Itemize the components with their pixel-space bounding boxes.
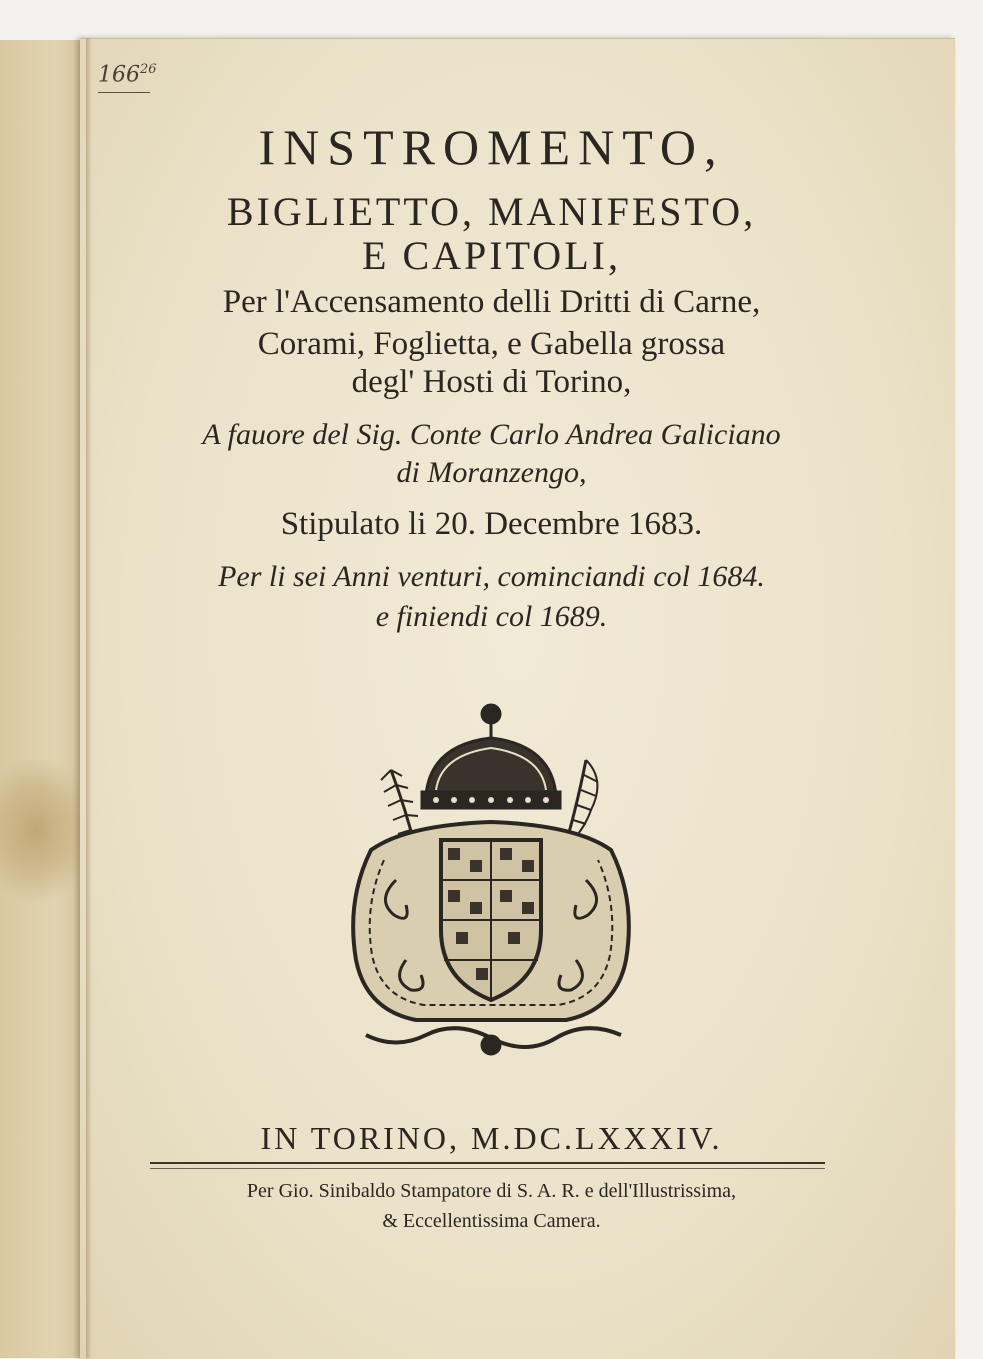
period-line-1: Per li sei Anni venturi, cominciandi col 1684. xyxy=(218,560,765,593)
handwritten-shelfmark xyxy=(98,62,157,87)
stipulation-date: Stipulato li 20. Decembre 1683. xyxy=(280,506,703,542)
body-line-1: Per l'Accensamento delli Dritti di Carne, xyxy=(222,284,761,320)
printer-line-1: Per Gio. Sinibaldo Stampatore di S. A. R. e dell'Illustrissima, xyxy=(246,1180,737,1202)
body-line-2: Corami, Foglietta, e Gabella grossa xyxy=(257,326,726,362)
favor-line-2: di Moranzengo, xyxy=(396,456,587,489)
printer-line-2: & Eccellentissima Camera. xyxy=(382,1210,601,1232)
imprint-rule xyxy=(150,1162,825,1164)
imprint-line: IN TORINO, M.DC.LXXXIV. xyxy=(260,1120,723,1156)
shelfmark-superscript: 26 xyxy=(140,62,157,77)
crowned-coat-of-arms-icon xyxy=(336,700,646,1070)
shelfmark-underline xyxy=(98,92,150,93)
water-stain xyxy=(0,760,90,900)
imprint-rule-thin xyxy=(150,1168,825,1169)
title-subtitle-1: BIGLIETTO, MANIFESTO, xyxy=(226,189,757,234)
period-line-2: e finiendi col 1689. xyxy=(375,600,608,633)
shelfmark-number: 166 xyxy=(98,62,140,88)
body-line-3: degl' Hosti di Torino, xyxy=(351,364,632,400)
title-main: INSTROMENTO, xyxy=(258,119,725,175)
title-subtitle-2: E CAPITOLI, xyxy=(362,233,621,278)
favor-line-1: A fauore del Sig. Conte Carlo Andrea Galiciano xyxy=(202,418,781,451)
